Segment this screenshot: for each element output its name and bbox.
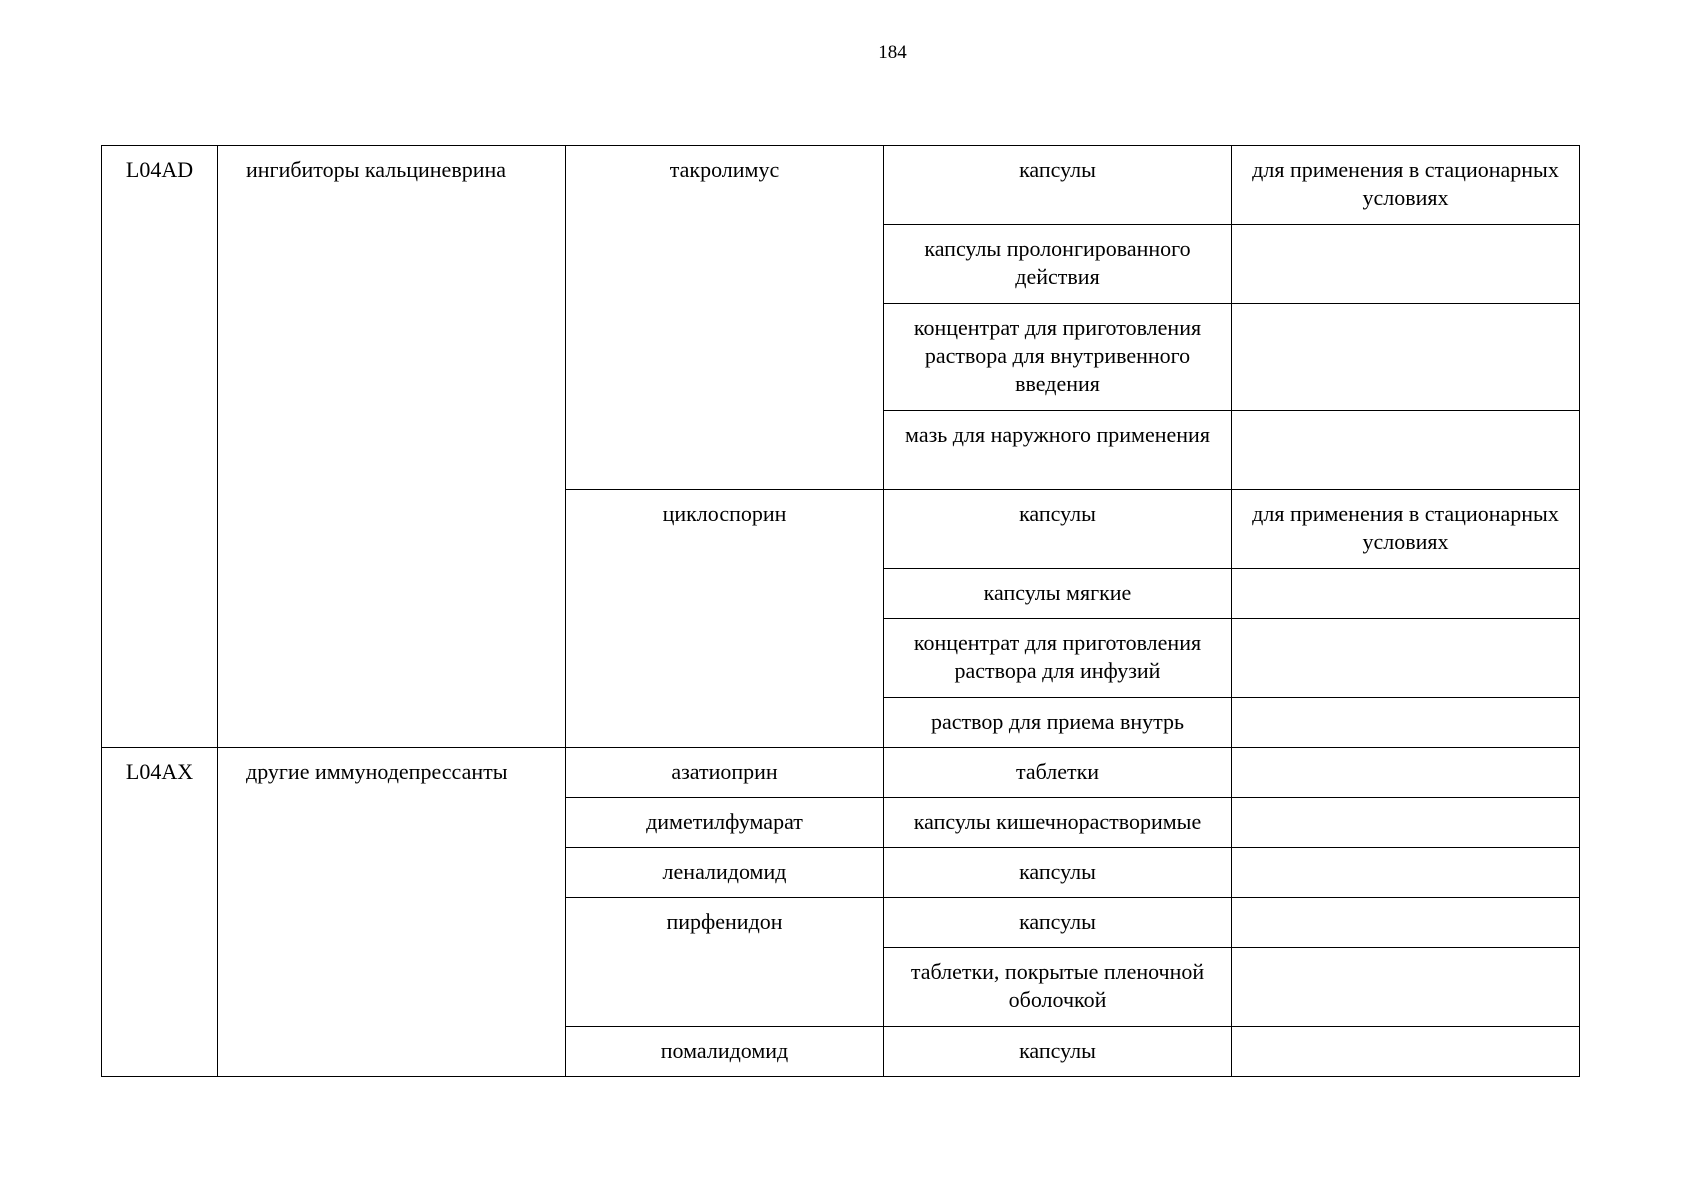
table-row: [102, 748, 1580, 798]
dosage-form-cell: концентрат для приготовления раствора для инфузий: [884, 619, 1232, 698]
group-name-cell: ингибиторы кальциневрина: [218, 146, 566, 748]
dosage-form-cell: капсулы: [884, 490, 1232, 569]
group-name-cell: другие иммунодепрессанты: [218, 748, 566, 1077]
page-number: 184: [878, 42, 907, 63]
note-cell: [1232, 948, 1580, 1027]
note-cell: [1232, 898, 1580, 948]
note-cell: [1232, 569, 1580, 619]
drug-name-cell: такролимус: [566, 146, 884, 490]
table-row: [102, 146, 1580, 225]
dosage-form-cell: раствор для приема внутрь: [884, 698, 1232, 748]
drug-name-cell: леналидомид: [566, 848, 884, 898]
drug-name-cell: пирфенидон: [566, 898, 884, 1027]
dosage-form-cell: капсулы кишечнорастворимые: [884, 798, 1232, 848]
dosage-form-cell: мазь для наружного применения: [884, 411, 1232, 490]
atc-code-cell: L04AD: [102, 146, 218, 748]
note-cell: [1232, 798, 1580, 848]
drug-name-cell: диметилфумарат: [566, 798, 884, 848]
note-cell: для применения в стационарных условиях: [1232, 490, 1580, 569]
note-cell: [1232, 748, 1580, 798]
note-cell: [1232, 848, 1580, 898]
dosage-form-cell: капсулы: [884, 1027, 1232, 1077]
note-cell: для применения в стационарных условиях: [1232, 146, 1580, 225]
drug-table: [101, 145, 1580, 1077]
dosage-form-cell: капсулы пролонгированного действия: [884, 225, 1232, 304]
note-cell: [1232, 304, 1580, 411]
note-cell: [1232, 1027, 1580, 1077]
atc-code-cell: L04AX: [102, 748, 218, 1077]
dosage-form-cell: таблетки, покрытые пленочной оболочкой: [884, 948, 1232, 1027]
dosage-form-cell: капсулы мягкие: [884, 569, 1232, 619]
dosage-form-cell: концентрат для приготовления раствора для внутривенного введения: [884, 304, 1232, 411]
note-cell: [1232, 698, 1580, 748]
dosage-form-cell: капсулы: [884, 146, 1232, 225]
note-cell: [1232, 619, 1580, 698]
note-cell: [1232, 225, 1580, 304]
drug-name-cell: циклоспорин: [566, 490, 884, 748]
note-cell: [1232, 411, 1580, 490]
dosage-form-cell: таблетки: [884, 748, 1232, 798]
drug-name-cell: помалидомид: [566, 1027, 884, 1077]
dosage-form-cell: капсулы: [884, 898, 1232, 948]
drug-name-cell: азатиоприн: [566, 748, 884, 798]
dosage-form-cell: капсулы: [884, 848, 1232, 898]
